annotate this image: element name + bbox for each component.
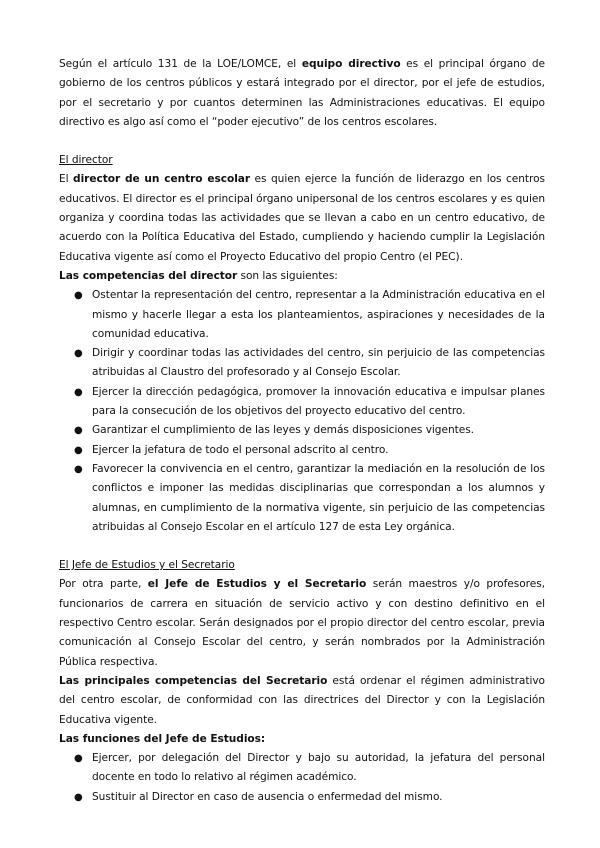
jefe-secretario-heading: El Jefe de Estudios y el Secretario bbox=[59, 559, 235, 572]
director-competencias-list bbox=[59, 286, 545, 537]
list-item: ● Favorecer la convivencia en el centro, garantizar la mediación en la resolución de los conflictos e imponer las medidas disciplinarias que correspondan a los alumnos y alumnas, en cumplimiento de la normativa vigente, sin perjuicio de las competencias atribuidas al Consejo Escolar en el artículo 127 de esta Ley orgánica. bbox=[59, 460, 545, 537]
bullet-icon: ● bbox=[74, 463, 83, 475]
bullet-icon: ● bbox=[74, 425, 83, 437]
jefe-funciones-heading: Las funciones del Jefe de Estudios: bbox=[59, 732, 266, 745]
director-bold-term: director de un centro escolar bbox=[73, 173, 251, 186]
secretario-paragraph: Las principales competencias del Secretario está ordenar el régimen administrativo del centro escolar, de conformidad con las directrices del Director y con la Legislación Educativa vigente. bbox=[59, 674, 545, 726]
list-item: ● Garantizar el cumplimiento de las leyes y demás disposiciones vigentes. bbox=[59, 421, 545, 440]
intro-bold-term: equipo directivo bbox=[301, 58, 401, 70]
list-item: ● Ejercer la jefatura de todo el personal adscrito al centro. bbox=[59, 441, 545, 460]
bullet-icon: ● bbox=[74, 444, 83, 456]
intro-paragraph: Según el artículo 131 de la LOE/LOMCE, el equipo directivo es el principal órgano de gobierno de los centros públicos y estará integrado por el director, por el jefe de estudios, por el secretario y por cuantos determinen las Administraciones educativas. El equipo directivo es algo así como el “poder ejecutivo” de los centros escolares. bbox=[59, 58, 545, 128]
secretario-bold-term: Las principales competencias del Secretario bbox=[59, 674, 328, 687]
bullet-icon: ● bbox=[74, 791, 83, 803]
jefe-funciones-list bbox=[59, 749, 545, 807]
bullet-icon: ● bbox=[74, 348, 83, 360]
list-item: ● Sustituir al Director en caso de ausencia o enfermedad del mismo. bbox=[59, 788, 545, 807]
list-item: ● Ostentar la representación del centro, representar a la Administración educativa en el mismo y hacerle llegar a esta los planteamientos, aspiraciones y necesidades de la comunidad educativa. bbox=[59, 286, 545, 344]
list-item: ● Ejercer, por delegación del Director y bajo su autoridad, la jefatura del personal docente en todo lo relativo al régimen académico. bbox=[59, 749, 545, 788]
bullet-icon: ● bbox=[74, 290, 83, 302]
list-item: ● Ejercer la dirección pedagógica, promover la innovación educativa e impulsar planes para la consecución de los objetivos del proyecto educativo del centro. bbox=[59, 383, 545, 422]
jefe-paragraph: Por otra parte, el Jefe de Estudios y el Secretario serán maestros y/o profesores, funcionarios de carrera en situación de servicio activo y con destino definitivo en el respectivo Centro escolar. Serán designados por el propio director del centro escolar, previa comunicación al Consejo Escolar del centro, y serán nombrados por la Administración Pública respectiva. bbox=[59, 578, 545, 668]
bullet-icon: ● bbox=[74, 753, 83, 765]
director-competencias-intro: Las competencias del director son las siguientes: bbox=[59, 269, 338, 282]
jefe-bold-term: el Jefe de Estudios y el Secretario bbox=[147, 578, 367, 591]
director-heading: El director bbox=[59, 154, 113, 167]
list-item: ● Dirigir y coordinar todas las actividades del centro, sin perjuicio de las competencias atribuidas al Claustro del profesorado y al Consejo Escolar. bbox=[59, 344, 545, 383]
document-page bbox=[59, 55, 545, 807]
director-paragraph: El director de un centro escolar es quien ejerce la función de liderazgo en los centros educativos. El director es el principal órgano unipersonal de los centros escolares y es quien organiza y coordina todas las actividades que se llevan a cabo en un centro educativo, de acuerdo con la Política Educativa del Estado, cumpliendo y haciendo cumplir la Legislación Educativa vigente así como el Proyecto Educativo del propio Centro (el PEC). bbox=[59, 173, 545, 263]
bullet-icon: ● bbox=[74, 386, 83, 398]
